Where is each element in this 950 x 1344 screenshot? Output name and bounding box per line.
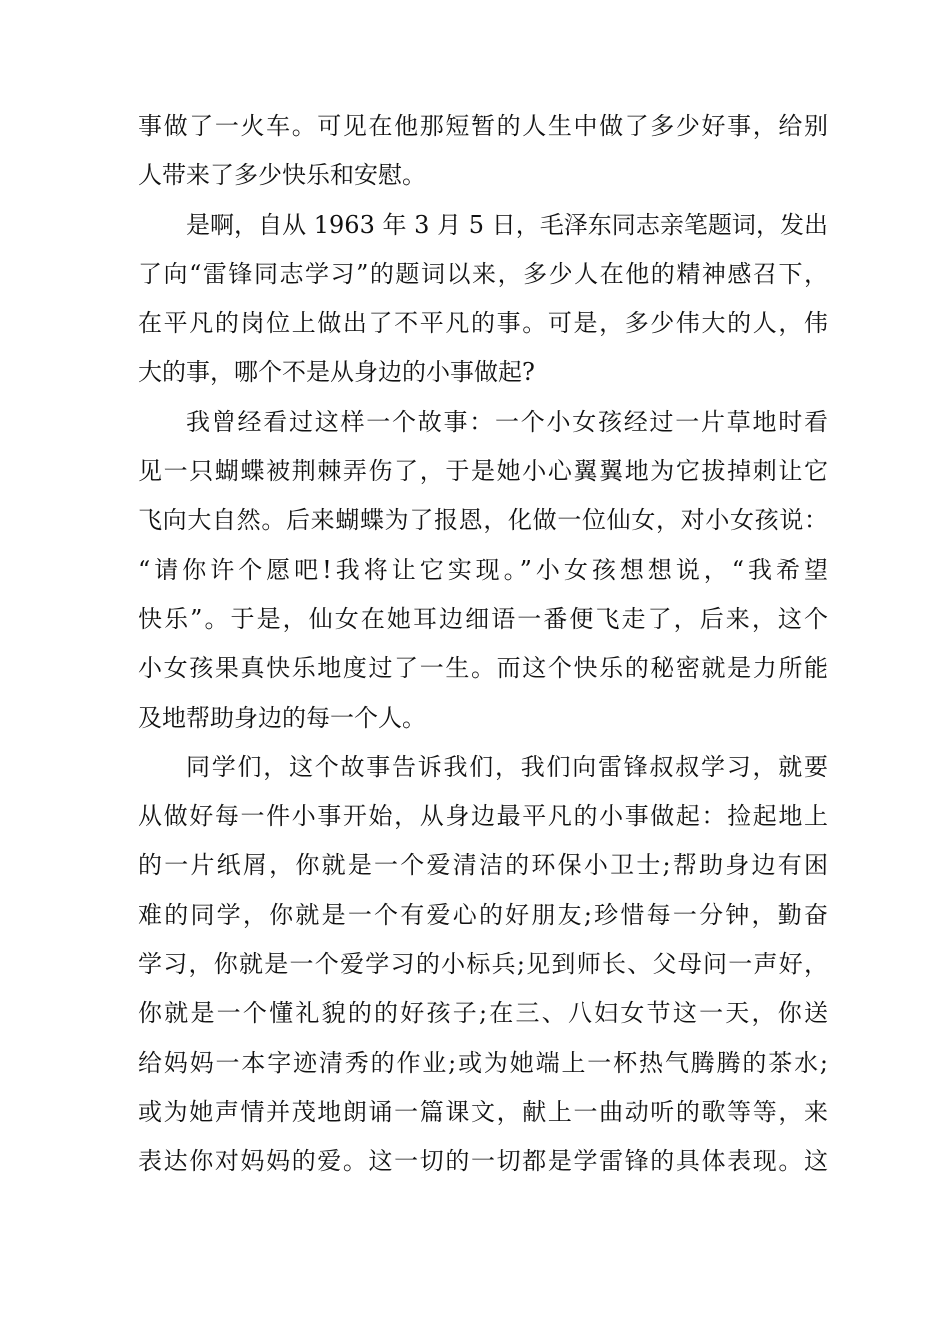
text-line: 从做好每一件小事开始，从身边最平凡的小事做起：捡起地上: [138, 802, 828, 831]
document-body: [138, 102, 828, 1187]
paragraph: [138, 201, 828, 398]
text-line: 同学们，这个故事告诉我们，我们向雷锋叔叔学习，就要: [186, 752, 828, 781]
text-line: 学习，你就是一个爱学习的小标兵;见到师长、父母问一声好，: [138, 950, 828, 979]
text-line: 大的事，哪个不是从身边的小事做起?: [138, 358, 535, 387]
text-line: 见一只蝴蝶被荆棘弄伤了，于是她小心翼翼地为它拔掉刺让它: [138, 457, 828, 486]
text-line: 或为她声情并茂地朗诵一篇课文，献上一曲动听的歌等等，来: [138, 1097, 828, 1126]
text-line: “请你许个愿吧!我将让它实现。”小女孩想想说，“我希望: [138, 555, 828, 584]
text-line: 给妈妈一本字迹清秀的作业;或为她端上一杯热气腾腾的茶水;: [138, 1048, 828, 1077]
text-line: 了向“雷锋同志学习”的题词以来，多少人在他的精神感召下，: [138, 259, 828, 288]
text-line: 你就是一个懂礼貌的的好孩子;在三、八妇女节这一天，你送: [138, 999, 828, 1028]
text-line: 难的同学，你就是一个有爱心的好朋友;珍惜每一分钟，勤奋: [138, 900, 828, 929]
text-line: 我曾经看过这样一个故事：一个小女孩经过一片草地时看: [186, 407, 828, 436]
text-line: 及地帮助身边的每一个人。: [138, 703, 426, 732]
text-line: 飞向大自然。后来蝴蝶为了报恩，化做一位仙女，对小女孩说：: [138, 506, 828, 535]
paragraph: [138, 398, 828, 743]
text-line: 人带来了多少快乐和安慰。: [138, 161, 426, 190]
text-line: 事做了一火车。可见在他那短暂的人生中做了多少好事，给别: [138, 112, 828, 140]
text-line: 的一片纸屑，你就是一个爱清洁的环保小卫士;帮助身边有困: [138, 851, 828, 880]
text-line: 在平凡的岗位上做出了不平凡的事。可是，多少伟大的人，伟: [138, 309, 828, 338]
text-line: 小女孩果真快乐地度过了一生。而这个快乐的秘密就是力所能: [138, 654, 828, 683]
text-line: 快乐”。于是，仙女在她耳边细语一番便飞走了，后来，这个: [138, 604, 828, 633]
paragraph: [138, 102, 828, 201]
text-line: 表达你对妈妈的爱。这一切的一切都是学雷锋的具体表现。这: [138, 1147, 828, 1176]
paragraph: [138, 743, 828, 1187]
text-line: 是啊，自从 1963 年 3 月 5 日，毛泽东同志亲笔题词，发出: [186, 210, 828, 239]
